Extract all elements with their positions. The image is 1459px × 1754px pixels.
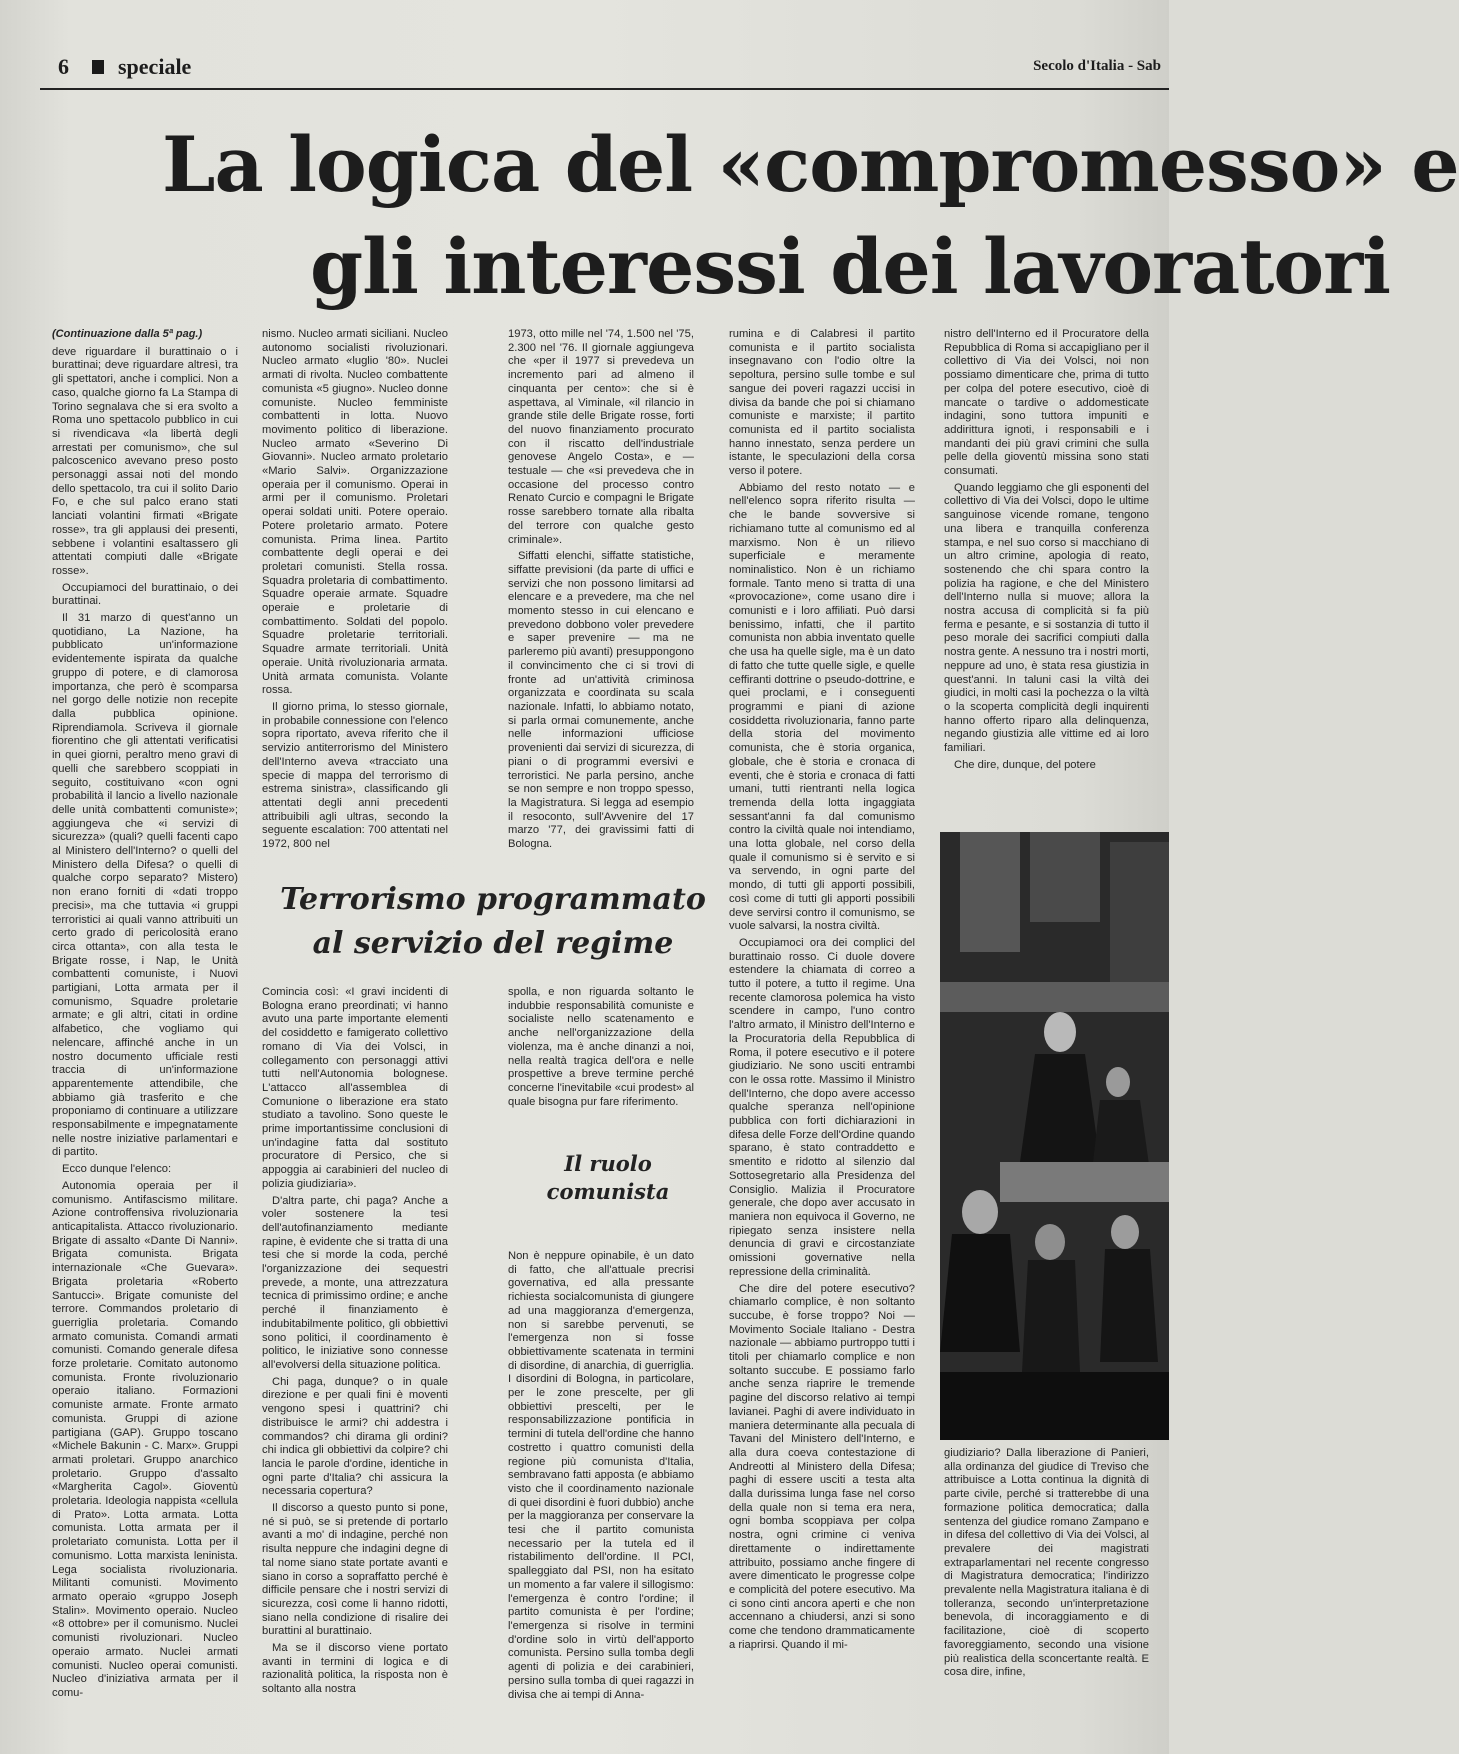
news-photo (940, 832, 1169, 1440)
paragraph: Siffatti elenchi, siffatte statistiche, siffatte previsioni (da parte di uffici e servizi che non possono limitarsi ad elencare e a prevedere, ma che nel momento stesso in cui elencano e prevedono dobbono voler prevedere e saper prevenire — ma ne parleremo più avanti) presuppongono il convincimento che ci si trovi di fronte ad un'attività criminosa organizzata e coordinata su scala nazionale. Infatti, lo abbiamo notato, si parla ormai comunemente, anche nelle informazioni ufficiose provenienti dai servizi di sicurezza, di piani o di programmi eversivi e terroristici. Ne parla persino, anche se non sempre e non troppo spesso, la Magistratura. Si legga ad esempio il resoconto, sull'Avvenire del 17 marzo '77, dei gravissimi fatti di Bologna. (508, 550, 694, 851)
photo-illustration (940, 832, 1169, 1440)
paragraph: Il discorso a questo punto si pone, né si può, se si pretende di portarlo avanti a mo' di indagine, perché non risulta neppure che indagini degne di tal nome siano state portate avanti e siano in corso a sopraffatto perché è difficile pensare che i nostri servizi di sicurezza, così come li hanno ridotti, siano nella condizione di risalire dei burattini al burattinaio. (262, 1502, 448, 1638)
paragraph: 1973, otto mille nel '74, 1.500 nel '75, 2.300 nel '76. Il giornale aggiungeva che «per il 1977 si prevedeva un incremento pari ad almeno il cinquanta per cento»: che si è aspettava, al Viminale, «il rilancio in grande stile delle Brigate rosse, forti del nuovo finanziamento procurato con il riscatto dell'industriale genovese Angelo Costa», e — testuale — che «si prevedeva che in occasione del processo contro Renato Curcio e compagni le Brigate rosse sarebbero tornate alla ribalta del terrore con qualche gesto criminale». (508, 328, 694, 546)
headline-line1: La logica del «compromesso» e (162, 120, 1459, 209)
article-column-5-upper (944, 328, 1149, 822)
paragraph: spolla, e non riguarda soltanto le indubbie responsabilità comuniste e socialiste nello scatenamento e anche nell'organizzazione della violenza, ma è anche dinanzi a noi, nella realtà tragica dell'ora e nelle prospettive a breve termine perché concerne l'inevitabile «cui prodest» al quale bisogna pur fare riferimento. (508, 986, 694, 1108)
section-label: speciale (118, 54, 192, 79)
paragraph: Quando leggiamo che gli esponenti del collettivo di Via dei Volsci, dopo le ultime sanguinose vicende romane, tengono una libera e tranquilla conferenza stampa, e nel suo corso si macchiano di un altro crimine, apologia di reato, sostenendo che chi spara contro la polizia ha ragione, e che del Ministero dell'Interno nulla si muove; allora la nostra accusa di complicità si fa più ferma e pesante, e si sostanzia di tutto il peso morale dei sacrifici compiuti dalla nostra gente. A nessuno tra i nostri morti, neppure ad uno, è stata resa giustizia in quest'anni. In taluni casi la viltà dei giudici, in molti casi la pochezza o la viltà o la scoperta complicità degli inquirenti hanno offerto riparo alla delinquenza, negando giustizia alle vittime ed ai loro familiari. (944, 481, 1149, 755)
section-square-icon (92, 60, 104, 74)
paragraph: Comincia così: «I gravi incidenti di Bologna erano preordinati; vi hanno avuto una parte importante elementi del cosiddetto e famigerato collettivo romano di Via dei Volsci, in collegamento con personaggi attivi tutti nell'Autonomia bolognese. L'attacco all'assemblea di Comunione o liberazione era stato studiato a tavolino. Sono queste le prime importantissime conclusioni di un'indagine fatta dal sostituto procuratore di Persico, che si appoggia ai carabinieri del nucleo di polizia giudiziaria». (262, 986, 448, 1190)
paragraph: Il giorno prima, lo stesso giornale, in probabile connessione con l'elenco sopra riportato, aveva riferito che il servizio antiterrorismo del Ministero dell'Interno aveva «tracciato una specie di mappa del terrorismo di estrema sinistra», classificando gli attentati degli anni precedenti attribuibili agli ultras, secondo la seguente escalation: 700 attentati nel 1972, 800 nel (262, 700, 448, 851)
paragraph: Ecco dunque l'elenco: (62, 1163, 172, 1176)
subhead-ruolo-comunista (508, 1150, 708, 1206)
article-column-3 (508, 328, 694, 860)
paragraph: Abbiamo del resto notato — e nell'elenco sopra riferito risulta — che le bande sovversive si richiamano tutte al comunismo ed al marxismo. Non è un rilievo superficiale e meramente nominalistico. Non è un richiamo formale. Tanto meno si tratta di una «provocazione», come usano dire i comunisti e i loro affiliati. Può darsi benissimo, infatti, che il partito comunista non abbia inventato quelle che usa ha quelle sigle, ma è un dato di fatto che tutte quelle sigle, e quelle ceffiranti dottrine o pseudo-dottrine, e quei proclami, e i conseguenti programmi e piani di azione cosiddetta rivoluzionaria, fanno parte della storia del movimento comunista, che è storia organica, globale, che è storia e cronaca di eventi, che è storia e cronaca di fatti umani, tutti rientranti nella logica tremenda della lotta ingaggiata sessant'anni fa dal comunismo contro la civiltà quale noi intendiamo, una lotta globale, nel corso della quale il comunismo si è servito e si va servendo, in ogni parte del mondo, di tutti gli apporti possibili, così come di tutti gli apporti possibili deve servirsi contro il comunismo, se vuole salvarsi, la nostra civiltà. (729, 481, 915, 933)
paragraph: Il 31 marzo di quest'anno un quotidiano, La Nazione, ha pubblicato un'informazione evidentemente ispirata da qualche gruppo di potere, e di clamorosa importanza, che però è scomparsa nel gorgo delle notizie non recepite dalla pubblica opinione. Riprendiamola. Scriveva il giornale fiorentino che gli attentati verificatisi in quei giorni, peraltro meno gravi di quelli che sarebbero scoppiati in seguito, costituivano «con ogni probabilità il lancio a livello nazionale delle unità combattenti comuniste»; aggiungeva che «i servizi di sicurezza» (quali? quelli facenti capo al Ministero dell'Interno? o quelli del Ministero della Difesa? o quelli di qualche corpo separato? Mistero) non erano forniti di «dati troppo precisi», ma che tuttavia «i gruppi terroristici ai quali vanno attribuiti un certo grado di pericolosità erano circa ottanta», con alla testa le Brigate rosse, i Nap, le Unità combattenti comuniste, i Nuovi partigiani, Lotta armata per il comunismo, Squadre proletarie armate; e gli altri, citati in ordine alfabetico, che vogliamo qui nelencare, affinché anche in un nostro documento ufficiale resti traccia di un'informazione apparentemente attendibile, che abbiamo già trasferito e che proponiamo di continuare a utilizzare responsabilmente e impegnatamente nelle nostre iniziative parlamentari e di partito. (52, 612, 238, 1159)
article-column-4 (729, 328, 915, 1748)
article-column-bottom-a (262, 986, 448, 1754)
article-column-bottom-b (508, 986, 694, 1116)
paragraph: rumina e di Calabresi il partito comunista e il partito socialista insegnavano con l'odio oltre la sepoltura, persino sulle tombe e sul sangue dei poveri ragazzi uccisi in divisa da bande che poi si chiamano comuniste e marxiste; il partito comunista ed il partito socialista hanno innestato, senza perdere un istante, le speculazioni della corsa verso il potere. (729, 328, 915, 478)
paragraph: Autonomia operaia per il comunismo. Antifascismo militare. Azione controffensiva rivoluzionaria anticapitalista. Attacco rivoluzionario. Brigate di assalto «Dante Di Nanni». Brigata comunista. Brigata internazionale «Che Guevara». Brigata proletaria «Roberto Santucci». Brigate comuniste del terrore. Commandos proletario di guerriglia proletaria. Comando armato comunista. Comandi armati comunisti. Comando generale difesa forze proletarie. Comitato autonomo comunista. Fronte rivoluzionario operaio italiano. Formazioni comuniste armate. Fronte armato comunista. Gruppi di azione partigiana (GAP). Gruppo toscano «Michele Bakunin - C. Marx». Gruppi armati proletari. Gruppo anarchico proletario. Gruppo d'assalto «Margherita Cagol». Gioventù proletaria. Ideologia nappista «cellula di Prato». Lotta armata. Lotta comunista. Lotta armata per il proletariato comunista. Lotta per il comunismo. Lotta marxista leninista. Lega socialista rivoluzionaria. Militanti comunisti. Movimento armato operaio «gruppo Joseph Stalin». Movimento operaio. Nucleo «8 ottobre» per il comunismo. Nuclei comunisti rivoluzionari. Nucleo operaio armato. Nuclei armati comunisti. Nucleo operai comunisti. Nucleo d'iniziativa armata per il comu- (52, 1179, 238, 1699)
paragraph: nismo. Nucleo armati siciliani. Nucleo autonomo socialisti rivoluzionari. Nucleo armato «luglio '80». Nuclei armati di rivolta. Nucleo combattente comunista «5 giugno». Nucleo donne comuniste. Nucleo femministe combattenti in lotta. Nuovo movimento politico di liberazione. Nucleo armato «Severino Di Giovanni». Nucleo armato proletario «Mario Salvi». Organizzazione operaia per il comunismo. Operai in armi per il comunismo. Proletari operai soldati uniti. Potere operaio. Potere proletario armato. Potere comunista. Prima linea. Partito combattente degli operai e dei proletari comunisti. Stella rossa. Squadra proletaria di combattimento. Squadre operaie armate. Squadre operaie e proletarie di combattimento. Soldati del popolo. Squadre proletarie territoriali. Squadre armate territoriali. Unità operaie. Unità rivoluzionaria armata. Unità armata comunista. Volante rossa. (262, 328, 448, 697)
paragraph: deve riguardare il burattinaio o i burattinai; deve riguardare altresì, tra gli spettatori, anche i complici. Non a caso, qualche giorno fa La Stampa di Torino segnalava che si era svolto a Roma uno spettacolo pubblico in cui si rivendicava «la libertà degli arrestati per comunismo», che sul palcoscenico avevano preso posto personaggi assai noti del mondo dello spettacolo, tra cui il solito Dario Fo, e che sul palco erano stati lanciati volantini firmati «Brigate rosse», tra gli applausi dei presenti, sebbene i volantini esaltassero gli attentati compiuti dalle «Brigate rosse». (52, 345, 238, 577)
page-number: 6 (58, 54, 69, 79)
masthead: Secolo d'Italia - Sab (1033, 58, 1161, 74)
paragraph: Non è neppure opinabile, è un dato di fatto, che all'attuale precrisi governativa, ed alla pressante richiesta socialcomunista di giungere ad una maggioranza d'emergenza, non si sarebbe pervenuti, se l'emergenza non si fosse obbiettivamente scatenata in termini di disordine, di anarchia, di guerriglia. I disordini di Bologna, in particolare, per le zone prescelte, per gli obbiettivi prescelti, per le responsabilizzazione pontificia in termini di tutela dell'ordine che hanno costretto i quattro comunisti della regione più comunista d'Italia, sembravano fatti apposta (e abbiamo visto che il coordinamento nazionale di quei disordini è fuori dubbio) anche per la maggioranza per conservare la tesi che il partito comunista necessario per la tutela ed il ristabilimento dell'ordine. Il PCI, spalleggiato dal PSI, non ha esitato un momento a far valere il sillogismo: l'emergenza è contro l'ordine; il partito comunista è per l'ordine; l'emergenza si risolve in termini d'ordine solo in virtù dell'apporto comunista. Persino sulla tomba degli agenti di polizia e dei carabinieri, persino sulla tomba di quei ragazzi in divisa che ai tempi di Anna- (508, 1250, 694, 1701)
page-header (40, 48, 1169, 90)
article-column-5-lower (944, 1447, 1149, 1754)
headline-line2: gli interessi dei lavoratori (310, 222, 1391, 311)
article-column-2 (262, 328, 448, 860)
subhead-line: al servizio del regime (312, 926, 674, 961)
paragraph: Occupiamoci del burattinaio, o dei burattinai. (52, 581, 238, 608)
subhead-line: comunista (546, 1179, 670, 1204)
article-column-1 (52, 328, 238, 1748)
subhead-line: Il ruolo (564, 1151, 652, 1176)
paragraph: Che dire del potere esecutivo? chiamarlo complice, è non soltanto succube, è forse troppo? Noi — Movimento Sociale Italiano - Destra nazionale — abbiamo purtroppo tutti i titoli per chiamarlo complice e non soltanto succube. E possiamo farlo anche senza riaprire le tremende pagine del discorso relativo ai tempi lavianei. Paghi di avere individuato in maniera determinante alla pecuala di Tavani del Ministero dell'Interno, e alla dura coeva contestazione di Andreotti al Ministero della Difesa; paghi di essere usciti a testa alta dalla durissima lunga fase nel corso della quale non si tema era nera, ogni bomba scoppiava per colpa nostra, ogni crimine ci veniva direttamente o indirettamente attribuito, possiamo anche fingere di avere dimenticato le progresse colpe e complicità del potere esecutivo. Ma ci sono cinti ancora aperti e che non accennano a chiudersi, anzi si sono come che tendono drammaticamente a riaprirsi. Quando il mi- (729, 1282, 915, 1651)
paragraph: Che dire, dunque, del potere (954, 758, 1096, 771)
article-column-bottom-c (508, 1250, 694, 1754)
paragraph: giudiziario? Dalla liberazione di Panieri, alla ordinanza del giudice di Treviso che attribuisce a Lotta continua la dignità di parte civile, perché si tratterebbe di una formazione politica democratica; dalla sentenza del giudice romano Zampano e in difesa del collettivo di Via dei Volsci, al prevalere dei magistrati extraparlamentari nel recente congresso di Magistratura democratica; l'indirizzo prevalente nella Magistratura italiana è di tolleranza, secondo un'interpretazione benevola, di incoraggiamento e di facilitazione, cioè di scoperto favoreggiamento, secondo una visione più realistica della sconcertante realtà. E cosa dire, infine, (944, 1447, 1149, 1679)
subhead-line: Terrorismo programmato (280, 882, 706, 917)
paragraph: Chi paga, dunque? o in quale direzione e per quali fini è moventi vengono spesi i quattrini? chi distribuisce le armi? chi addestra i commandos? chi dirama gli ordini? chi indica gli obbiettivi da colpire? chi lancia le parole d'ordine, identiche in ogni parte d'Italia? chi assicura la necessaria copertura? (262, 1375, 448, 1498)
subhead-terrorismo (262, 878, 724, 966)
paragraph: D'altra parte, chi paga? Anche a voler sostenere la tesi dell'autofinanziamento mediante rapine, è evidente che si tratta di una tesi che si morde la coda, perché l'organizzazione dei sequestri prevede, a monte, una attrezzatura tecnica di primissimo ordine; e anche perché il finanziamento è indubitabilmente politico, gli obbiettivi sono politici, il coordinamento è politico, le iniziative sono connesse all'evolversi della situazione politica. (262, 1194, 448, 1371)
paragraph: nistro dell'Interno ed il Procuratore della Repubblica di Roma si accapigliano per il collettivo di Via dei Volsci, noi non possiamo dimenticare che, prima di tutto per colpa del potere esecutivo, cioè di mancate o tardive o addomesticate indagini, sono tuttora impuniti e addirittura ignoti, i responsabili e i mandanti dei più gravi crimini che sulla pelle della gioventù missina sono stati consumati. (944, 328, 1149, 478)
paragraph: Occupiamoci ora dei complici del burattinaio rosso. Ci duole dovere estendere la chiamata di correo a tutto il potere, a tutto il regime. Una recente clamorosa polemica ha visto scendere in campo, l'uno contro l'altro armato, il Ministro dell'Interno e la Procuratoria della Repubblica di Roma, il potere esecutivo e il potere giudiziario. Ne sono usciti entrambi con le ossa rotte. Massimo il Ministro dell'Interno, che dopo avere accesso qualche speranza nell'opinione pubblica con forti dichiarazioni in difesa delle Forze dell'Ordine quando sparano, è stato contraddetto e smentito e ridotto al silenzio dal Sottosegretario alla Presidenza del Consiglio. Malizia il Procuratore generale, che dopo aver accusato in maniera non equivoca il Governo, ne ripiegato senza insistere nella denuncia di gravi e circostanziate omissioni governative nella repressione della criminalità. (729, 936, 915, 1278)
continuation-note: (Continuazione dalla 5ª pag.) (52, 328, 203, 340)
paragraph: Ma se il discorso viene portato avanti in termini di logica e di razionalità politica, la risposta non è soltanto alla nostra (262, 1642, 448, 1696)
